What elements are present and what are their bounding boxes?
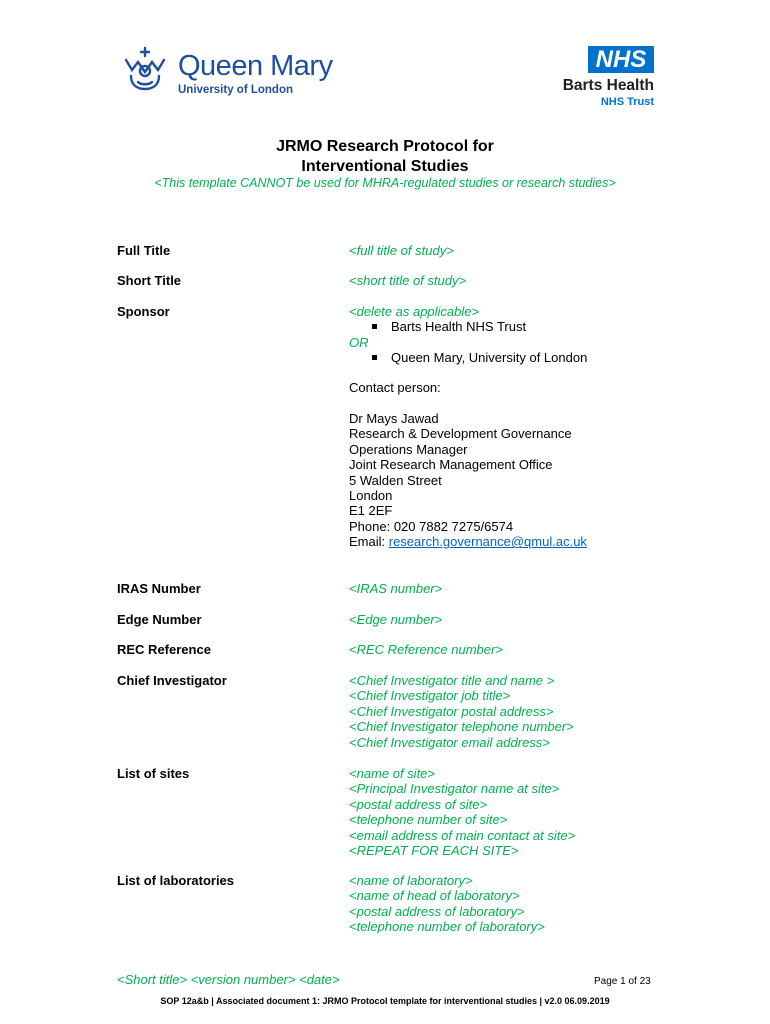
iras-label: IRAS Number: [117, 581, 201, 596]
ci-line: <Chief Investigator telephone number>: [349, 719, 574, 735]
edge-value: <Edge number>: [349, 612, 443, 627]
contact-details: [349, 411, 587, 550]
labs-label: List of laboratories: [117, 873, 235, 888]
footer-version-info: <Short title> <version number> <date>: [117, 972, 340, 987]
iras-value: <IRAS number>: [349, 581, 443, 596]
nhs-trust-label: NHS Trust: [600, 96, 654, 108]
sponsor-option-barts: [372, 319, 526, 335]
contact-person-label: Contact person:: [349, 380, 441, 395]
nhs-org-name: Barts Health: [562, 77, 654, 94]
short-title-value: <short title of study>: [349, 273, 467, 288]
bullet-icon: [372, 355, 377, 360]
contact-line: Research & Development Governance: [349, 426, 572, 442]
full-title-value: <full title of study>: [349, 243, 454, 258]
contact-line: Phone: 020 7882 7275/6574: [349, 518, 514, 534]
edge-label: Edge Number: [117, 612, 202, 627]
lab-line: <postal address of laboratory>: [349, 903, 525, 919]
sponsor-option-qmul: [372, 350, 587, 366]
barts-health-logo: [540, 46, 656, 110]
site-line: <Principal Investigator name at site>: [349, 781, 560, 797]
contact-email-line: [349, 534, 587, 549]
sites-details: [349, 766, 575, 858]
sponsor-option-barts-text: Barts Health NHS Trust: [391, 319, 527, 334]
lab-line: <name of laboratory>: [349, 873, 473, 888]
sponsor-option-qmul-text: Queen Mary, University of London: [391, 350, 588, 365]
site-line: <postal address of site>: [349, 796, 488, 812]
lab-line: <telephone number of laboratory>: [349, 919, 545, 935]
short-title-label: Short Title: [117, 273, 182, 288]
sponsor-note: <delete as applicable>: [349, 304, 480, 319]
queen-mary-logo: [118, 44, 333, 100]
rec-value: <REC Reference number>: [349, 642, 503, 657]
nhs-badge: NHS: [588, 46, 654, 73]
contact-line: Operations Manager: [349, 441, 468, 457]
email-link[interactable]: research.governance@qmul.ac.uk: [388, 534, 587, 550]
contact-line: Dr Mays Jawad: [349, 411, 439, 426]
sponsor-label: Sponsor: [117, 304, 170, 319]
ci-details: [349, 673, 574, 750]
bullet-icon: [372, 324, 377, 329]
document-title-line1: JRMO Research Protocol for: [276, 138, 494, 155]
site-line: <telephone number of site>: [349, 812, 508, 828]
lab-line: <name of head of laboratory>: [349, 888, 520, 904]
email-label: Email:: [349, 534, 389, 550]
site-line: <email address of main contact at site>: [349, 827, 576, 843]
document-title-line2: Interventional Studies: [301, 158, 469, 175]
sponsor-or: OR: [349, 335, 369, 350]
site-line: <name of site>: [349, 766, 435, 781]
ci-line: <Chief Investigator postal address>: [349, 703, 554, 719]
contact-line: 5 Walden Street: [349, 472, 442, 488]
contact-line: E1 2EF: [349, 503, 393, 519]
ci-line: <Chief Investigator email address>: [349, 734, 550, 750]
crown-icon: [118, 46, 172, 92]
page-number: Page 1 of 23: [594, 976, 651, 987]
ci-label: Chief Investigator: [117, 673, 227, 688]
template-warning: <This template CANNOT be used for MHRA-regulated studies or research studies>: [154, 176, 616, 190]
footer-sop-reference: SOP 12a&b | Associated document 1: JRMO Protocol template for interventional studies | v2.0 06.09.2019: [160, 996, 610, 1006]
ci-line: <Chief Investigator job title>: [349, 688, 511, 704]
rec-label: REC Reference: [117, 642, 211, 657]
contact-line: Joint Research Management Office: [349, 457, 553, 473]
sites-label: List of sites: [117, 766, 190, 781]
site-line: <REPEAT FOR EACH SITE>: [349, 843, 519, 859]
qm-subtitle: University of London: [178, 84, 293, 96]
ci-line: <Chief Investigator title and name >: [349, 673, 555, 688]
labs-details: [349, 873, 545, 935]
contact-line: London: [349, 488, 393, 504]
qm-wordmark: Queen Mary: [178, 50, 333, 82]
full-title-label: Full Title: [117, 243, 171, 258]
